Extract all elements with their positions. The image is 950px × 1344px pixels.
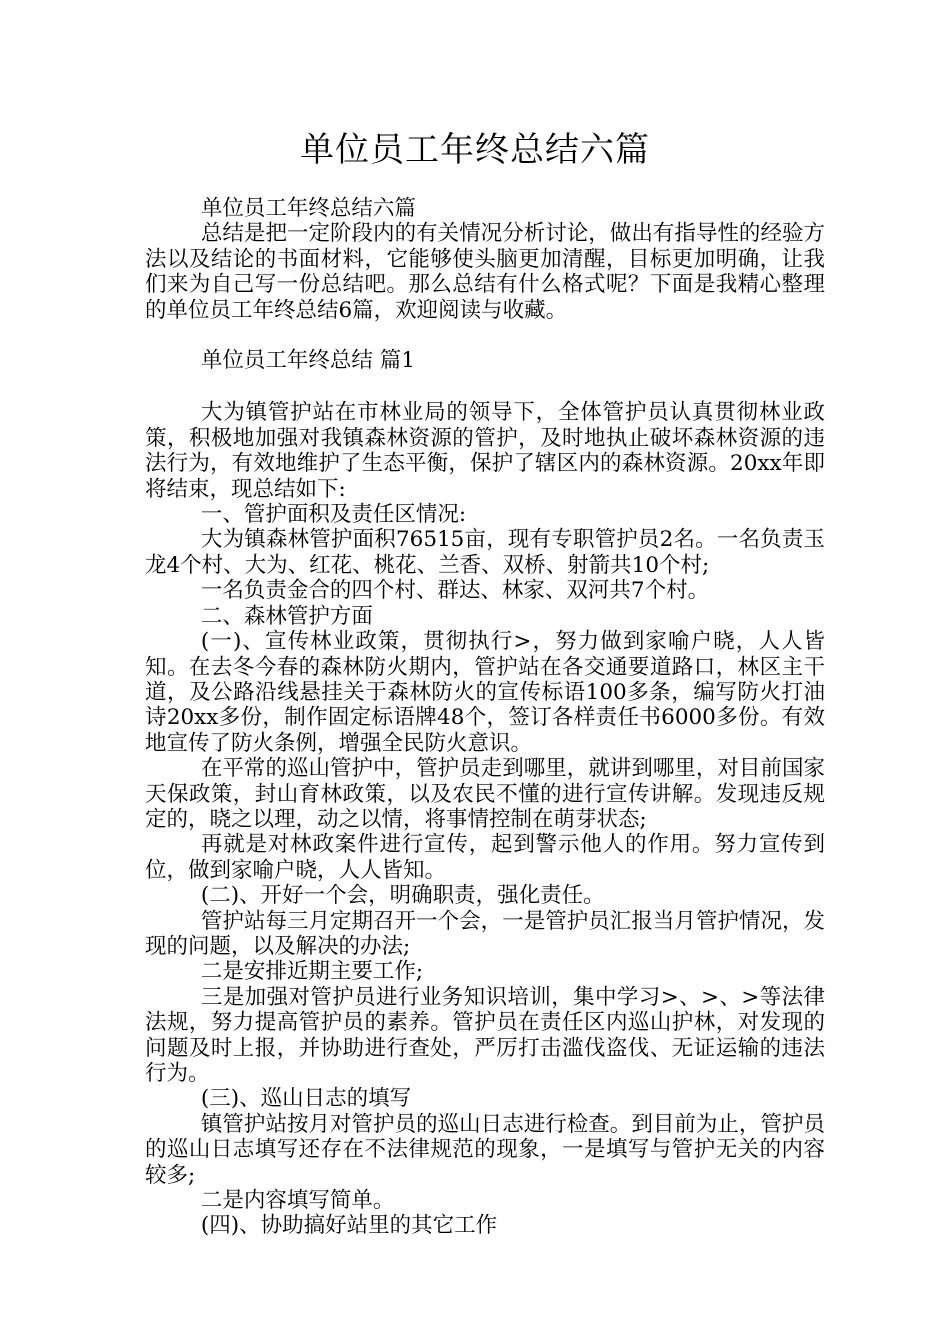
section-heading: (二)、开好一个会，明确职责，强化责任。: [200, 883, 605, 909]
section-heading: 一、管护面积及责任区情况:: [200, 502, 467, 528]
paragraph: 二是内容填写简单。: [200, 1188, 395, 1214]
paragraph: 二是安排近期主要工作;: [200, 959, 424, 985]
section-heading-part1: 单位员工年终总结 篇1: [200, 348, 415, 374]
paragraph: 在平常的巡山管护中，管护员走到哪里，就讲到哪里，对目前国家天保政策，封山育林政策，以及农民不懂的进行宣传讲解。发现违反规定的，晓之以理，动之以情，将事情控制在萌芽状态;: [145, 756, 825, 832]
paragraph: 大为镇森林管护面积76515亩，现有专职管护员2名。一名负责玉龙4个村、大为、红花、桃花、兰香、双桥、射箭共10个村;: [145, 527, 825, 578]
document-body: [145, 196, 825, 1239]
section-heading: (三)、巡山日志的填写: [200, 1086, 412, 1112]
section-heading: (四)、协助搞好站里的其它工作: [200, 1213, 498, 1239]
section-heading: 二、森林管护方面: [200, 603, 373, 629]
document-title: 单位员工年终总结六篇: [300, 130, 650, 170]
paragraph: 再就是对林政案件进行宣传，起到警示他人的作用。努力宣传到位，做到家喻户晓，人人皆知。: [145, 832, 825, 883]
paragraph: 三是加强对管护员进行业务知识培训，集中学习>、>、>等法律法规，努力提高管护员的素养。管护员在责任区内巡山护林，对发现的问题及时上报，并协助进行查处，严厉打击滥伐盗伐、无证运输的违法行为。: [145, 984, 825, 1086]
paragraph-subtitle: 单位员工年终总结六篇: [200, 196, 416, 221]
paragraph: 管护站每三月定期召开一个会，一是管护员汇报当月管护情况，发现的问题，以及解决的办法;: [145, 908, 825, 959]
paragraph: 镇管护站按月对管护员的巡山日志进行检查。到目前为止，管护员的巡山日志填写还存在不法律规范的现象，一是填写与管护无关的内容较多;: [145, 1111, 825, 1188]
paragraph-intro: 总结是把一定阶段内的有关情况分析讨论，做出有指导性的经验方法以及结论的书面材料，它能够使头脑更加清醒，目标更加明确，让我们来为自己写一份总结吧。那么总结有什么格式呢？下面是我精心整理的单位员工年终总结6篇，欢迎阅读与收藏。: [145, 221, 825, 323]
paragraph: 大为镇管护站在市林业局的领导下，全体管护员认真贯彻林业政策，积极地加强对我镇森林资源的管护，及时地执止破坏森林资源的违法行为，有效地维护了生态平衡，保护了辖区内的森林资源。20xx年即将结束，现总结如下:: [145, 400, 825, 502]
paragraph: (一)、宣传林业政策，贯彻执行>，努力做到家喻户晓，人人皆知。在去冬今春的森林防火期内，管护站在各交通要道路口，林区主干道，及公路沿线悬挂关于森林防火的宣传标语100多条，编写防火打油诗20xx多份，制作固定标语牌48个，签订各样责任书6000多份。有效地宣传了防火条例，增强全民防火意识。: [145, 629, 825, 756]
paragraph: 一名负责金合的四个村、群达、林家、双河共7个村。: [200, 578, 710, 604]
